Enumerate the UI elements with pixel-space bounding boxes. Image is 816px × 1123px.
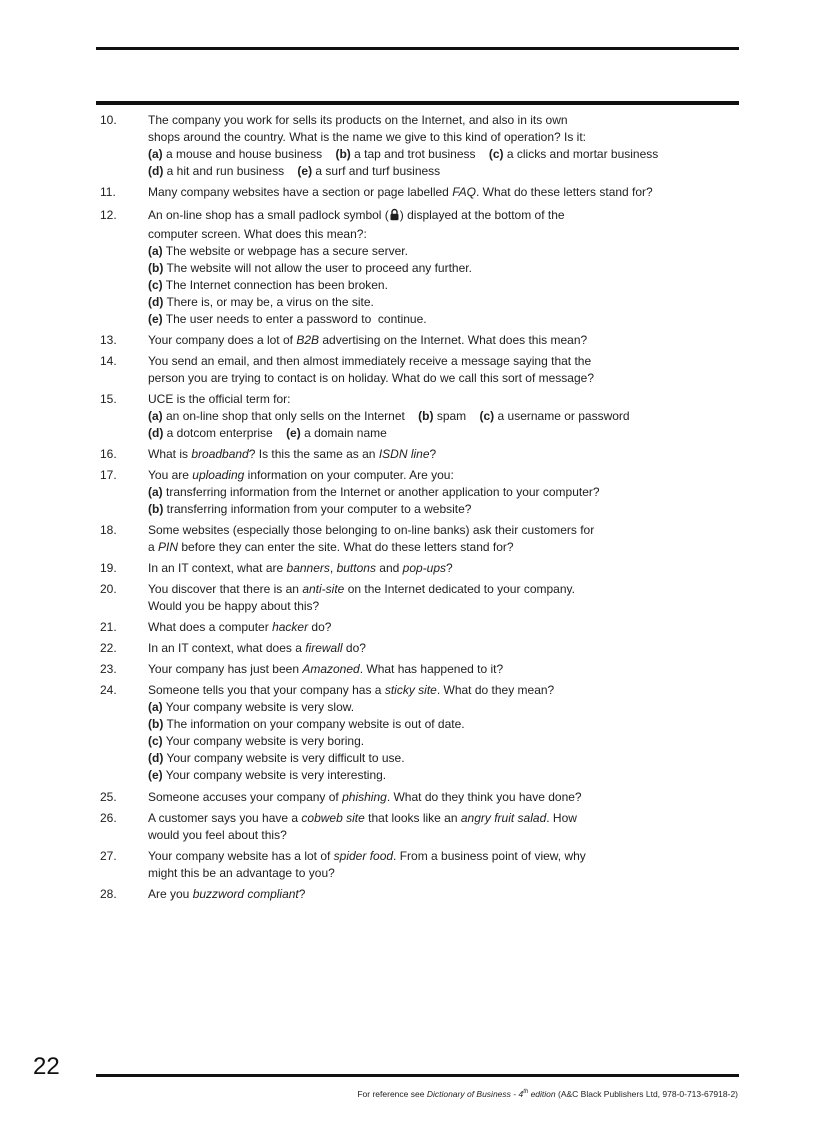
question-text [148, 789, 720, 806]
padlock-icon [389, 208, 400, 226]
question-number: 18. [100, 523, 117, 537]
option-letter: (e) [297, 164, 313, 178]
question-line [148, 581, 720, 598]
text-segment: Your company has just been [148, 662, 303, 676]
text-segment: A customer says you have a [148, 811, 302, 825]
reference-footer [357, 1089, 738, 1099]
question-line [148, 391, 720, 408]
italic-term: FAQ [452, 185, 476, 199]
question-line [148, 332, 720, 349]
question-text [148, 581, 720, 615]
question-text [148, 619, 720, 636]
option-letter: (d) [148, 164, 164, 178]
question-line [148, 467, 720, 484]
text-segment: Your company does a lot of [148, 333, 297, 347]
option-letter: (e) [148, 768, 163, 782]
italic-term: pop-ups [402, 561, 447, 575]
italic-term: broadband [191, 447, 249, 461]
text-segment: ? [298, 887, 306, 901]
text-segment: spam [433, 409, 480, 423]
question-text [148, 332, 720, 349]
question-number: 16. [100, 447, 117, 461]
question-line [148, 619, 720, 636]
text-segment: UCE is the official term for: [148, 392, 291, 406]
answer-option-line [148, 425, 720, 442]
option-letter: (c) [148, 278, 163, 292]
question-line [148, 682, 720, 699]
text-segment: The company you work for sells its products on the Internet, and also in its own [148, 113, 568, 127]
answer-option-line [148, 163, 720, 180]
italic-term: sticky site [384, 683, 437, 697]
text-segment: a tap and trot business [350, 147, 489, 161]
text-segment: There is, or may be, a virus on the site. [163, 295, 374, 309]
text-segment: computer screen. What does this mean?: [148, 227, 367, 241]
question-line [148, 661, 720, 678]
question-line [148, 640, 720, 657]
answer-option-line [148, 243, 720, 260]
text-segment: a dotcom enterprise [163, 426, 287, 440]
italic-term: firewall [305, 641, 343, 655]
answer-option-line [148, 750, 720, 767]
text-segment: an on-line shop that only sells on the Internet [162, 409, 419, 423]
text-segment: Some websites (especially those belonging to on-line banks) ask their customers for [148, 523, 595, 537]
italic-term: PIN [158, 540, 179, 554]
text-segment: Many company websites have a section or page labelled [148, 185, 453, 199]
answer-option-line [148, 484, 720, 501]
footer-publisher: (A&C Black Publishers Ltd, 978-0-713-67918-2) [555, 1089, 738, 1099]
answer-option-line [148, 146, 720, 163]
footer-prefix: For reference see [357, 1089, 427, 1099]
option-letter: (a) [148, 147, 163, 161]
option-letter: (a) [148, 244, 163, 258]
question-item [100, 391, 720, 442]
text-segment: . What do they think you have done? [386, 790, 582, 804]
answer-option-line [148, 408, 720, 425]
italic-term: Amazoned [302, 662, 360, 676]
question-text [148, 848, 720, 882]
question-number: 27. [100, 849, 117, 863]
question-item [100, 886, 720, 903]
text-segment: ? [446, 561, 453, 575]
question-item [100, 640, 720, 657]
italic-term: uploading [192, 468, 245, 482]
text-segment: An on-line shop has a small padlock symbol ( [148, 208, 389, 222]
question-line [148, 522, 720, 539]
answer-option-line [148, 716, 720, 733]
text-segment: a surf and turf business [312, 164, 441, 178]
text-segment: Are you [148, 887, 193, 901]
question-line [148, 560, 720, 577]
question-line [148, 789, 720, 806]
question-text [148, 446, 720, 463]
text-segment: a hit and run business [163, 164, 298, 178]
question-number: 22. [100, 641, 117, 655]
option-letter: (e) [148, 312, 163, 326]
italic-term: B2B [296, 333, 320, 347]
question-list [100, 112, 720, 903]
answer-option-line [148, 311, 720, 328]
text-segment: transferring information from your computer to a website? [163, 502, 472, 516]
question-line [148, 353, 720, 370]
question-text [148, 640, 720, 657]
question-item [100, 353, 720, 387]
question-line [148, 112, 720, 129]
text-segment: Your company website has a lot of [148, 849, 334, 863]
question-number: 15. [100, 392, 117, 406]
text-segment: The website will not allow the user to proceed any further. [163, 261, 472, 275]
question-number: 24. [100, 683, 117, 697]
question-number: 25. [100, 790, 117, 804]
question-number: 23. [100, 662, 117, 676]
text-segment: , [329, 561, 337, 575]
option-letter: (a) [148, 700, 163, 714]
text-segment: What is [148, 447, 192, 461]
question-number: 10. [100, 113, 117, 127]
question-line [148, 370, 720, 387]
question-item [100, 467, 720, 518]
italic-term: angry fruit salad [460, 811, 547, 825]
option-letter: (d) [148, 426, 164, 440]
text-segment: and [375, 561, 403, 575]
text-segment: What does a computer [148, 620, 273, 634]
header-rule [96, 101, 739, 105]
text-segment: do? [308, 620, 332, 634]
question-item [100, 446, 720, 463]
question-item [100, 112, 720, 180]
question-number: 17. [100, 468, 117, 482]
text-segment: a domain name [300, 426, 387, 440]
page-number: 22 [33, 1053, 60, 1080]
question-item [100, 619, 720, 636]
text-segment: might this be an advantage to you? [148, 866, 335, 880]
text-segment: The Internet connection has been broken. [162, 278, 388, 292]
text-segment: shops around the country. What is the name we give to this kind of operation? Is it: [148, 130, 587, 144]
italic-term: ISDN line [378, 447, 430, 461]
text-segment: advertising on the Internet. What does this mean? [319, 333, 588, 347]
text-segment: . From a business point of view, why [393, 849, 586, 863]
question-text [148, 112, 720, 180]
answer-option-line [148, 260, 720, 277]
question-number: 12. [100, 208, 117, 222]
text-segment: Your company website is very boring. [162, 734, 365, 748]
option-letter: (b) [148, 261, 164, 275]
question-line [148, 886, 720, 903]
option-letter: (d) [148, 751, 164, 765]
text-segment: In an IT context, what are [148, 561, 287, 575]
question-number: 11. [100, 185, 116, 199]
text-segment: The information on your company website is out of date. [163, 717, 465, 731]
text-segment: You are [148, 468, 193, 482]
question-item [100, 848, 720, 882]
option-letter: (b) [148, 502, 164, 516]
question-number: 28. [100, 887, 117, 901]
text-segment: that looks like an [364, 811, 461, 825]
question-text [148, 560, 720, 577]
answer-option-line [148, 733, 720, 750]
text-segment: . How [546, 811, 577, 825]
top-rule [96, 47, 739, 50]
text-segment: a [148, 540, 159, 554]
italic-term: buttons [336, 561, 376, 575]
text-segment: Your company website is very difficult to use. [163, 751, 405, 765]
question-line [148, 184, 720, 201]
question-item [100, 789, 720, 806]
answer-option-line [148, 277, 720, 294]
question-line [148, 598, 720, 615]
text-segment: The user needs to enter a password to continue. [162, 312, 427, 326]
question-item [100, 207, 720, 328]
question-text [148, 184, 720, 201]
question-number: 26. [100, 811, 117, 825]
question-line [148, 539, 720, 556]
text-segment: You send an email, and then almost immediately receive a message saying that the [148, 354, 592, 368]
text-segment: Someone tells you that your company has a [148, 683, 385, 697]
italic-term: spider food [333, 849, 394, 863]
question-item [100, 184, 720, 201]
text-segment: Would you be happy about this? [148, 599, 320, 613]
question-text [148, 522, 720, 556]
option-letter: (b) [418, 409, 434, 423]
text-segment: would you feel about this? [148, 828, 287, 842]
question-item [100, 810, 720, 844]
option-letter: (c) [488, 147, 504, 161]
text-segment: In an IT context, what does a [148, 641, 306, 655]
answer-option-line [148, 767, 720, 784]
footer-rule [96, 1074, 739, 1077]
option-letter: (c) [148, 734, 163, 748]
question-text [148, 886, 720, 903]
question-text [148, 661, 720, 678]
text-segment: a username or password [494, 409, 630, 423]
text-segment: do? [342, 641, 366, 655]
option-letter: (b) [148, 717, 164, 731]
italic-term: hacker [272, 620, 309, 634]
option-letter: (d) [148, 295, 164, 309]
question-text [148, 682, 720, 784]
footer-book-title: Dictionary of Business - 4th edition [426, 1089, 556, 1099]
question-line [148, 827, 720, 844]
text-segment: ) displayed at the bottom of the [399, 208, 565, 222]
option-letter: (a) [148, 485, 163, 499]
question-line [148, 865, 720, 882]
question-item [100, 661, 720, 678]
question-number: 13. [100, 333, 117, 347]
question-item [100, 522, 720, 556]
question-number: 21. [100, 620, 117, 634]
text-segment: before they can enter the site. What do these letters stand for? [178, 540, 514, 554]
italic-term: phishing [342, 790, 387, 804]
question-line [148, 848, 720, 865]
question-line [148, 446, 720, 463]
question-line [148, 129, 720, 146]
text-segment: . What do these letters stand for? [475, 185, 653, 199]
question-number: 20. [100, 582, 117, 596]
text-segment: a mouse and house business [162, 147, 336, 161]
question-line [148, 207, 720, 226]
text-segment: Your company website is very interesting. [162, 768, 387, 782]
text-segment: . What do they mean? [436, 683, 555, 697]
question-text [148, 353, 720, 387]
question-item [100, 332, 720, 349]
text-segment: a clicks and mortar business [503, 147, 659, 161]
italic-term: cobweb site [301, 811, 365, 825]
text-segment: The website or webpage has a secure server. [162, 244, 408, 258]
answer-option-line [148, 699, 720, 716]
question-text [148, 810, 720, 844]
text-segment: Your company website is very slow. [162, 700, 355, 714]
option-letter: (c) [479, 409, 495, 423]
question-item [100, 560, 720, 577]
question-number: 14. [100, 354, 117, 368]
answer-option-line [148, 501, 720, 518]
option-letter: (a) [148, 409, 163, 423]
text-segment: person you are trying to contact is on holiday. What do we call this sort of message? [148, 371, 595, 385]
text-segment: . What has happened to it? [359, 662, 504, 676]
question-text [148, 207, 720, 328]
italic-term: banners [286, 561, 330, 575]
text-segment: information on your computer. Are you: [244, 468, 454, 482]
question-text [148, 467, 720, 518]
option-letter: (e) [286, 426, 301, 440]
text-segment: Someone accuses your company of [148, 790, 343, 804]
question-item [100, 682, 720, 784]
text-segment: ? Is this the same as an [248, 447, 379, 461]
question-number: 19. [100, 561, 117, 575]
text-segment: ? [429, 447, 437, 461]
italic-term: buzzword compliant [192, 887, 299, 901]
text-segment: on the Internet dedicated to your company. [344, 582, 575, 596]
answer-option-line [148, 294, 720, 311]
text-segment: You discover that there is an [148, 582, 303, 596]
question-item [100, 581, 720, 615]
question-text [148, 391, 720, 442]
option-letter: (b) [335, 147, 351, 161]
question-line [148, 226, 720, 243]
question-line [148, 810, 720, 827]
italic-term: anti-site [302, 582, 345, 596]
text-segment: transferring information from the Internet or another application to your computer? [162, 485, 600, 499]
